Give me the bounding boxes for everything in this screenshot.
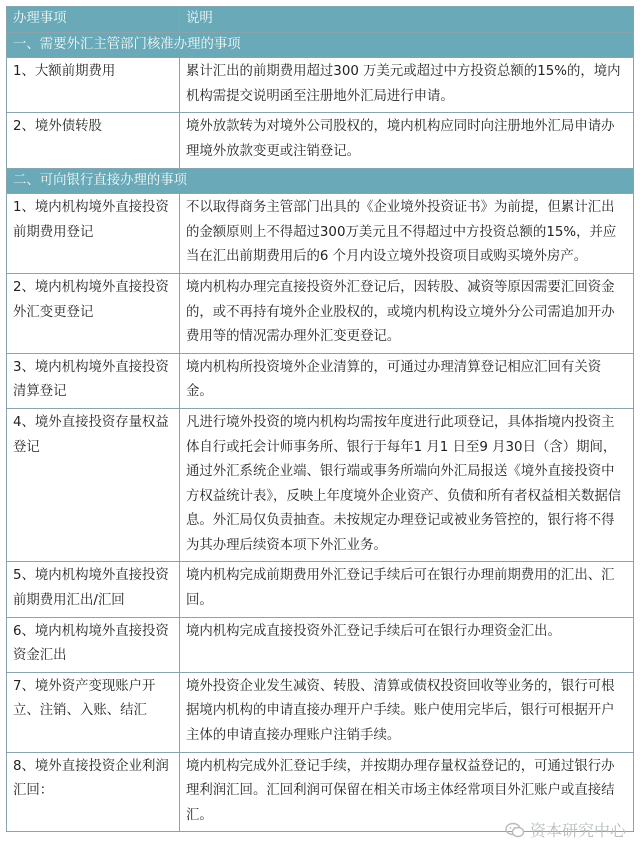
header-desc: 说明 bbox=[180, 7, 634, 33]
desc-cell: 累计汇出的前期费用超过300 万美元或超过中方投资总额的15%的，境内机构需提交说明函至注册地外汇局进行申请。 bbox=[180, 58, 634, 113]
table-row bbox=[7, 562, 634, 617]
table-row bbox=[7, 194, 634, 274]
wechat-icon bbox=[505, 822, 525, 838]
table-row bbox=[7, 408, 634, 562]
desc-cell: 凡进行境外投资的境内机构均需按年度进行此项登记，具体指境内投资主体自行或托会计师事务所、银行于每年1 月1 日至9 月30日（含）期间，通过外汇系统企业端、银行端或事务所端向外汇局报送《境外直接投资中方权益统计表》，反映上年度境外企业资产、负债和所有者权益相关数据信息。外汇局仅负责抽查。未按规定办理登记或被业务管控的，银行将不得为其办理后续资本项下外汇业务。 bbox=[180, 408, 634, 562]
table-row bbox=[7, 353, 634, 408]
item-cell: 4、境外直接投资存量权益登记 bbox=[7, 408, 180, 562]
desc-cell: 境内机构完成直接投资外汇登记手续后可在银行办理资金汇出。 bbox=[180, 617, 634, 672]
section-title: 一、需要外汇主管部门核准办理的事项 bbox=[7, 32, 634, 58]
desc-cell: 境内机构所投资境外企业清算的，可通过办理清算登记相应汇回有关资金。 bbox=[180, 353, 634, 408]
item-cell: 2、境内机构境外直接投资外汇变更登记 bbox=[7, 273, 180, 353]
item-cell: 7、境外资产变现账户开立、注销、入账、结汇 bbox=[7, 672, 180, 752]
section-row-approval bbox=[7, 32, 634, 58]
watermark bbox=[505, 818, 626, 841]
table-row bbox=[7, 273, 634, 353]
header-item: 办理事项 bbox=[7, 7, 180, 33]
item-cell: 2、境外债转股 bbox=[7, 113, 180, 168]
desc-cell: 不以取得商务主管部门出具的《企业境外投资证书》为前提，但累计汇出的金额原则上不得超过300万美元且不得超过中方投资总额的15%，并应当在汇出前期费用后的6 个月内设立境外投资项目或购买境外房产。 bbox=[180, 194, 634, 274]
table-header-row bbox=[7, 7, 634, 33]
table-row bbox=[7, 672, 634, 752]
section-title: 二、可向银行直接办理的事项 bbox=[7, 168, 634, 194]
item-cell: 5、境内机构境外直接投资前期费用汇出/汇回 bbox=[7, 562, 180, 617]
item-cell: 6、境内机构境外直接投资资金汇出 bbox=[7, 617, 180, 672]
item-cell: 1、境内机构境外直接投资前期费用登记 bbox=[7, 194, 180, 274]
desc-cell: 境外放款转为对境外公司股权的，境内机构应同时向注册地外汇局申请办理境外放款变更或注销登记。 bbox=[180, 113, 634, 168]
watermark-text: 资本研究中心 bbox=[529, 821, 626, 840]
item-cell: 8、境外直接投资企业利润汇回： bbox=[7, 752, 180, 832]
desc-cell: 境内机构完成外汇登记手续，并按期办理存量权益登记的，可通过银行办理利润汇回。汇回利润可保留在相关市场主体经常项目外汇账户或直接结汇。 bbox=[180, 752, 634, 832]
desc-cell: 境外投资企业发生减资、转股、清算或债权投资回收等业务的，银行可根据境内机构的申请直接办理开户手续。账户使用完毕后，银行可根据开户主体的申请直接办理账户注销手续。 bbox=[180, 672, 634, 752]
item-cell: 3、境内机构境外直接投资清算登记 bbox=[7, 353, 180, 408]
table-row bbox=[7, 113, 634, 168]
desc-cell: 境内机构办理完直接投资外汇登记后，因转股、减资等原因需要汇回资金的，或不再持有境外企业股权的，或境内机构设立境外分公司需追加开办费用等的情况需办理外汇变更登记。 bbox=[180, 273, 634, 353]
item-cell: 1、大额前期费用 bbox=[7, 58, 180, 113]
top-cut-text bbox=[0, 0, 640, 5]
table-row bbox=[7, 58, 634, 113]
section-row-bank bbox=[7, 168, 634, 194]
procedure-table bbox=[6, 6, 634, 832]
table-row bbox=[7, 617, 634, 672]
desc-cell: 境内机构完成前期费用外汇登记手续后可在银行办理前期费用的汇出、汇回。 bbox=[180, 562, 634, 617]
